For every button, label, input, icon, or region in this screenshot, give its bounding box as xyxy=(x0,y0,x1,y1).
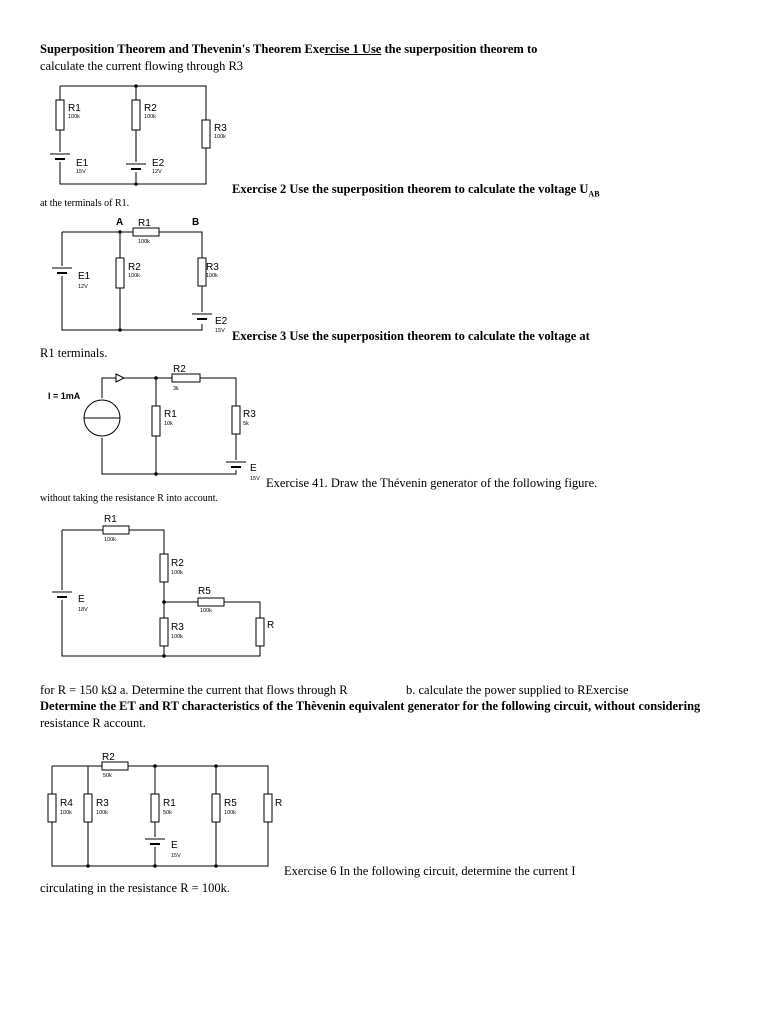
circuit-2-node-b: B xyxy=(192,217,200,228)
exercise-5-continuation: resistance R account. xyxy=(40,716,146,730)
circuit-4-r5-value: 100k xyxy=(200,608,212,614)
circuit-3-e-label: E xyxy=(250,463,257,474)
circuit-4-r5-resistor xyxy=(198,598,224,606)
circuit-4-r-resistor xyxy=(256,618,264,646)
circuit-3-r3-resistor xyxy=(232,406,240,434)
circuit-4-r2-resistor xyxy=(160,554,168,582)
circuit-5-r5-value: 100k xyxy=(224,810,236,816)
circuit-5-r4-label: R4 xyxy=(60,798,73,809)
exercise-1-text: calculate the current flowing through R3 xyxy=(40,59,244,73)
exercise-3-continuation: R1 terminals. xyxy=(40,346,108,360)
exercise-3-text: Exercise 3 Use the superposition theorem to calculate the voltage at xyxy=(232,329,590,343)
circuit-2-diagram xyxy=(40,214,240,334)
circuit-5-r2-label: R2 xyxy=(102,752,115,763)
circuit-1-r3-resistor xyxy=(202,120,210,148)
circuit-2-e1-label: E1 xyxy=(78,271,91,282)
circuit-4-diagram xyxy=(40,510,290,665)
circuit-4-r3-resistor xyxy=(160,618,168,646)
exercise-5-text: Determine the ET and RT characteristics of the Thèvenin equivalent generator for the following circuit, without considering xyxy=(40,699,701,713)
circuit-3-r2-resistor xyxy=(172,374,200,382)
circuit-4-e-value: 18V xyxy=(78,607,88,613)
circuit-4-r5-label: R5 xyxy=(198,586,211,597)
circuit-5-r-label: R xyxy=(275,798,283,809)
circuit-5-r3-resistor xyxy=(84,794,92,822)
circuit-1-r1-label: R1 xyxy=(68,103,81,114)
circuit-3-arrow xyxy=(116,374,124,382)
circuit-3-r1-value: 10k xyxy=(164,421,173,427)
circuit-2-e2-value: 15V xyxy=(215,328,225,334)
circuit-1-e2-value: 12V xyxy=(152,169,162,175)
circuit-2-node-a: A xyxy=(116,217,124,228)
circuit-2-r2-resistor xyxy=(116,258,124,288)
circuit-2-r3-resistor xyxy=(198,258,206,286)
circuit-3-current-label: I = 1mA xyxy=(48,391,81,401)
circuit-4-e-label: E xyxy=(78,594,85,605)
circuit-2-r3-value: 100k xyxy=(206,273,218,279)
circuit-3-r2-label: R2 xyxy=(173,364,186,375)
document-title xyxy=(40,42,537,57)
circuit-3-r1-label: R1 xyxy=(164,409,177,420)
circuit-1-r3-label: R3 xyxy=(214,123,227,134)
circuit-2-e2-label: E2 xyxy=(215,316,228,327)
exercise-2-continuation: at the terminals of R1. xyxy=(40,198,130,209)
circuit-1-r2-resistor xyxy=(132,100,140,130)
circuit-4-r1-label: R1 xyxy=(104,514,117,525)
exercise-4-task-b: b. calculate the power supplied to RExercise xyxy=(406,683,629,697)
exercise-2-text xyxy=(232,182,600,199)
exercise-6-text: Exercise 6 In the following circuit, determine the current I xyxy=(284,864,576,878)
circuit-5-e-label: E xyxy=(171,840,178,851)
circuit-5-r2-value: 50k xyxy=(103,773,112,779)
circuit-5-r4-resistor xyxy=(48,794,56,822)
circuit-1-r2-value: 100k xyxy=(144,114,156,120)
circuit-1-e1-label: E1 xyxy=(76,158,89,169)
circuit-4-r2-value: 100k xyxy=(171,570,183,576)
circuit-3-r3-label: R3 xyxy=(243,409,256,420)
circuit-3-r3-value: 5k xyxy=(243,421,249,427)
circuit-1-diagram xyxy=(36,80,236,190)
circuit-5-r4-value: 100k xyxy=(60,810,72,816)
circuit-2-e1-value: 12V xyxy=(78,284,88,290)
circuit-1-r1-resistor xyxy=(56,100,64,130)
exercise-4-text: Exercise 41. Draw the Thévenin generator of the following figure. xyxy=(266,476,598,490)
circuit-4-r1-resistor xyxy=(103,526,129,534)
circuit-4-loop xyxy=(62,530,164,656)
exercise-2-subscript: AB xyxy=(588,189,600,199)
circuit-5-r5-resistor xyxy=(212,794,220,822)
title-underlined: rcise 1 Use xyxy=(324,42,382,56)
exercise-6-continuation: circulating in the resistance R = 100k. xyxy=(40,881,230,895)
circuit-1-r3-value: 100k xyxy=(214,134,226,140)
circuit-4-r3-label: R3 xyxy=(171,622,184,633)
circuit-2-r2-label: R2 xyxy=(128,262,141,273)
circuit-2-r3-label: R3 xyxy=(206,262,219,273)
title-part-a: Superposition Theorem and Thevenin's Theorem Exe xyxy=(40,42,325,56)
circuit-2-r1-resistor xyxy=(133,228,159,236)
circuit-4-r-label: R xyxy=(267,620,275,631)
circuit-3-r2-value: 3k xyxy=(173,386,179,392)
circuit-5-e-value: 15V xyxy=(171,853,181,859)
circuit-3-e-value: 15V xyxy=(250,476,260,482)
circuit-5-r1-value: 50k xyxy=(163,810,172,816)
exercise-4-task-a: for R = 150 kΩ a. Determine the current that flows through R xyxy=(40,683,348,697)
circuit-5-r1-label: R1 xyxy=(163,798,176,809)
circuit-5-diagram xyxy=(40,750,290,872)
circuit-2-r1-label: R1 xyxy=(138,218,151,229)
circuit-1-e1-value: 15V xyxy=(76,169,86,175)
circuit-4-r3-value: 100k xyxy=(171,634,183,640)
circuit-3-diagram xyxy=(40,362,270,486)
circuit-4-r2-label: R2 xyxy=(171,558,184,569)
circuit-3-r1-resistor xyxy=(152,406,160,436)
title-part-b: the superposition theorem to xyxy=(381,42,538,56)
circuit-5-r-resistor xyxy=(264,794,272,822)
circuit-1-r1-value: 100k xyxy=(68,114,80,120)
circuit-5-r1-resistor xyxy=(151,794,159,822)
circuit-2-r2-value: 100k xyxy=(128,273,140,279)
circuit-5-r5-label: R5 xyxy=(224,798,237,809)
circuit-5-r2-resistor xyxy=(102,762,128,770)
circuit-1-r2-label: R2 xyxy=(144,103,157,114)
circuit-5-r3-label: R3 xyxy=(96,798,109,809)
exercise-2-text-main: Exercise 2 Use the superposition theorem to calculate the voltage U xyxy=(232,182,589,196)
circuit-2-r1-value: 100k xyxy=(138,239,150,245)
exercise-4-continuation: without taking the resistance R into account. xyxy=(40,493,219,504)
circuit-5-r3-value: 100k xyxy=(96,810,108,816)
circuit-1-e2-label: E2 xyxy=(152,158,165,169)
circuit-4-r1-value: 100k xyxy=(104,537,116,543)
